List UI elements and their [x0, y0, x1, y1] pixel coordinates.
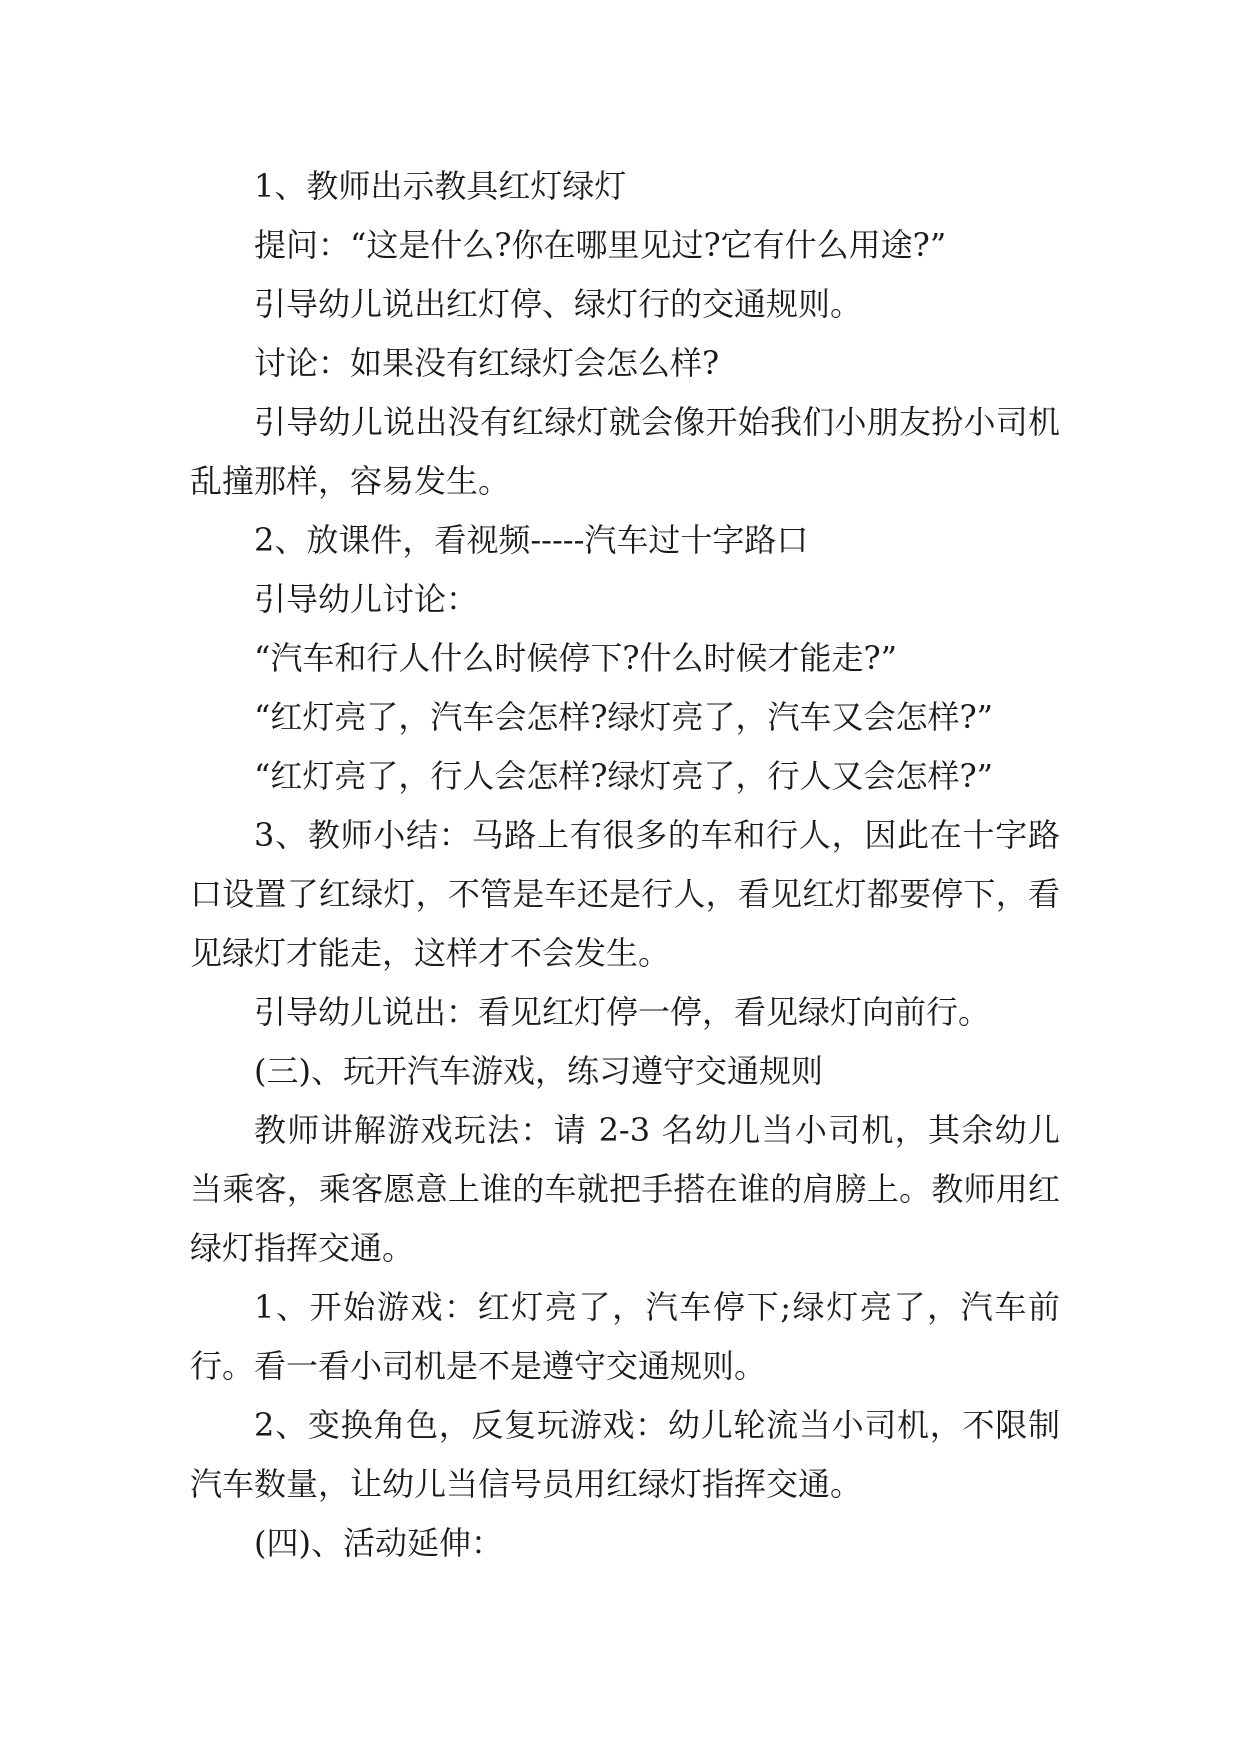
- paragraph: 提问：“这是什么?你在哪里见过?它有什么用途?”: [254, 226, 947, 264]
- paragraph: (四)、活动延伸：: [254, 1524, 503, 1562]
- paragraph: “红灯亮了，汽车会怎样?绿灯亮了，汽车又会怎样?”: [254, 698, 994, 736]
- paragraph: 引导幼儿说出没有红绿灯就会像开始我们小朋友扮小司机乱撞那样，容易发生。: [190, 403, 1060, 500]
- paragraph: 2、放课件，看视频-----汽车过十字路口: [254, 521, 809, 559]
- paragraph: 教师讲解游戏玩法：请 2-3 名幼儿当小司机，其余幼儿当乘客，乘客愿意上谁的车就把手搭在谁的肩膀上。教师用红绿灯指挥交通。: [190, 1111, 1060, 1267]
- paragraph: 2、变换角色，反复玩游戏：幼儿轮流当小司机，不限制汽车数量，让幼儿当信号员用红绿灯指挥交通。: [190, 1406, 1060, 1503]
- paragraph: 讨论：如果没有红绿灯会怎么样?: [254, 344, 720, 382]
- paragraph: 1、教师出示教具红灯绿灯: [254, 167, 627, 205]
- paragraph: 引导幼儿讨论：: [254, 580, 479, 618]
- paragraph: 引导幼儿说出红灯停、绿灯行的交通规则。: [254, 285, 863, 323]
- document-body: [190, 157, 1060, 1573]
- paragraph: 引导幼儿说出：看见红灯停一停，看见绿灯向前行。: [254, 993, 991, 1031]
- paragraph: (三)、玩开汽车游戏，练习遵守交通规则: [254, 1052, 823, 1090]
- paragraph: “汽车和行人什么时候停下?什么时候才能走?”: [254, 639, 898, 677]
- paragraph: 1、开始游戏：红灯亮了，汽车停下;绿灯亮了，汽车前行。看一看小司机是不是遵守交通规则。: [190, 1288, 1060, 1385]
- paragraph: “红灯亮了，行人会怎样?绿灯亮了，行人又会怎样?”: [254, 757, 994, 795]
- paragraph: 3、教师小结：马路上有很多的车和行人，因此在十字路口设置了红绿灯，不管是车还是行人，看见红灯都要停下，看见绿灯才能走，这样才不会发生。: [190, 816, 1060, 972]
